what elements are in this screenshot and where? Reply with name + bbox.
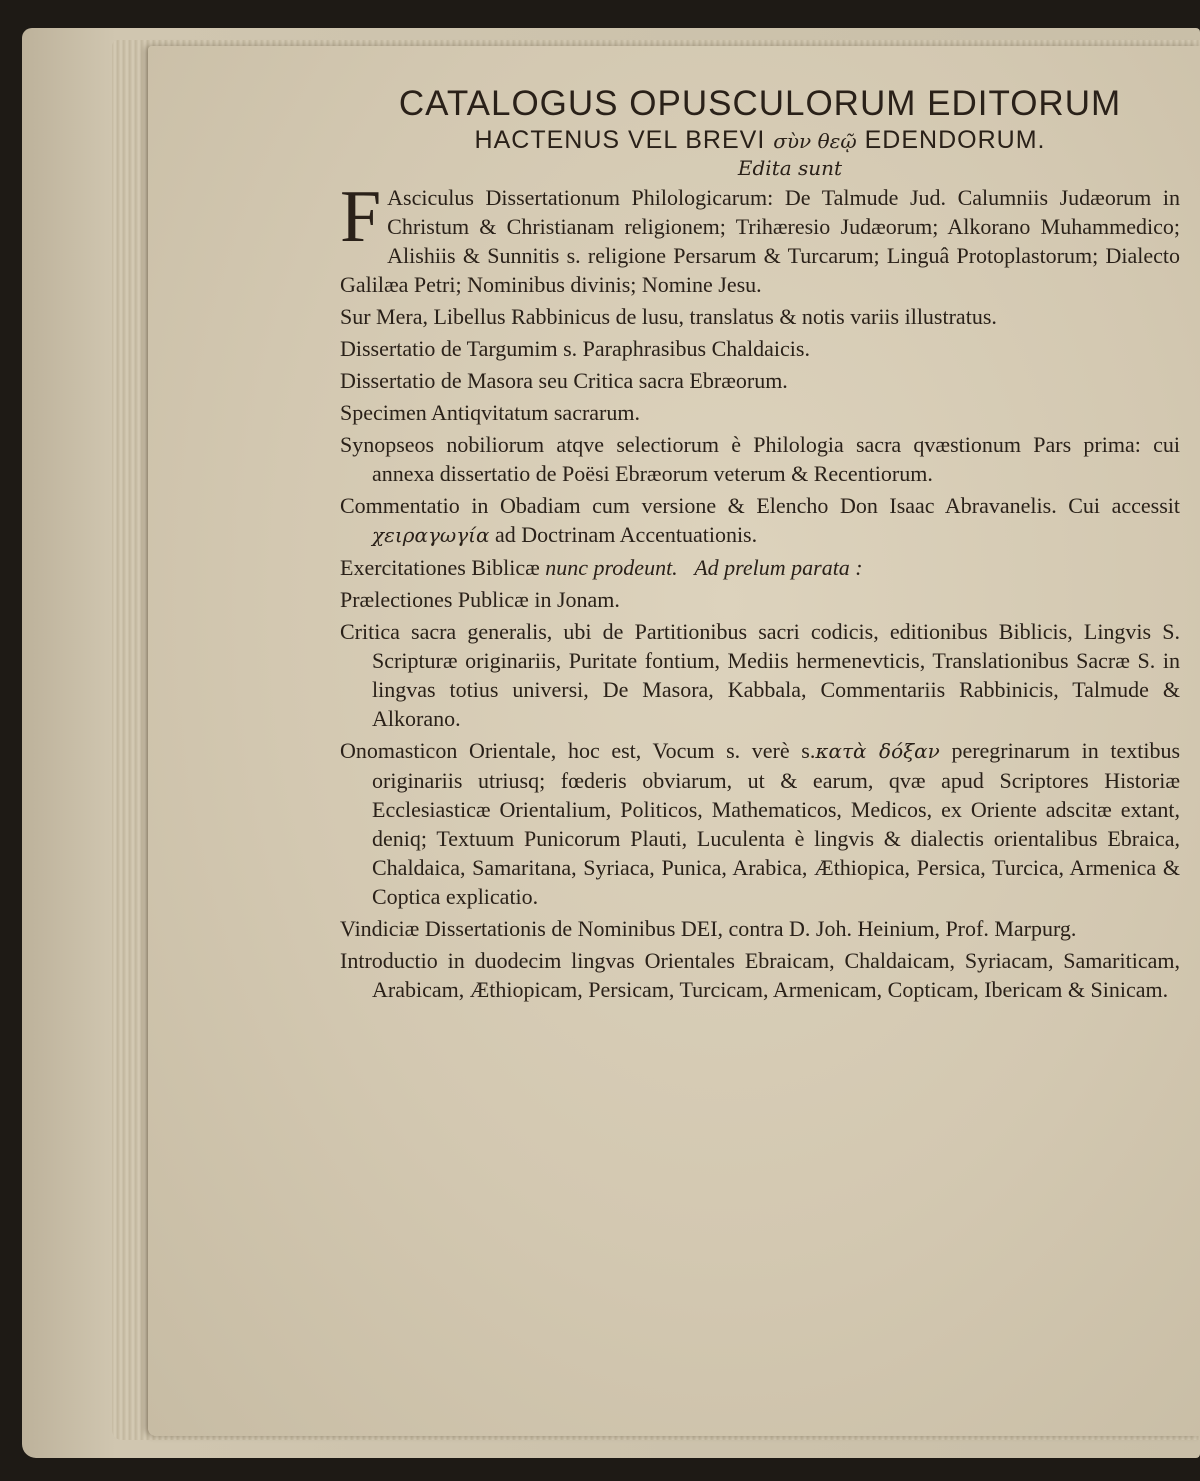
entry-13: Introductio in duodecim lingvas Orientales Ebraicam, Chaldaicam, Syriacam, Samariticam, Arabicam, Æthiopicam, Persicam, Turcicam, Armenicam, Copticam, Ibericam & Sinicam. [340, 948, 1180, 1002]
entry-10: Critica sacra generalis, ubi de Partitionibus sacri codicis, editionibus Biblicis, Lingvis S. Scripturæ originariis, Puritate fontium, Mediis hermenevticis, Translationibus Sacræ S. in lingvas totius universi, De Masora, Kabbala, Commentariis Rabbinicis, Talmude & Alkorano. [340, 619, 1180, 731]
entry-11 [340, 736, 1180, 911]
entries-list [340, 176, 1181, 1004]
entry-1-text: Asciculus Dissertationum Philologicarum: De Talmude Jud. Calumniis Judæorum in Christum & Christianam religionem; Trihæresio Judæorum; Alkorano Muhammedico; Alishiis & Sunnitis s. religione Persarum & Turcarum; Linguâ Protoplastorum; Dialecto Galilæa Petri; Nominibus divinis; Nomine Jesu. [340, 185, 1180, 297]
entry-6: Synopseos nobiliorum atqve selectiorum è Philologia sacra qvæstionum Pars prima: cui annexa dissertatio de Poësi Ebræorum veterum & Recentiorum. [340, 432, 1180, 486]
entry-2: Sur Mera, Libellus Rabbinicus de lusu, translatus & notis variis illustratus. [340, 304, 997, 329]
title-line-2-post: EDENDORUM. [864, 126, 1046, 154]
entry-7-greek: χειραγωγία [372, 523, 490, 547]
section-subtitle: Edita sunt [737, 156, 843, 180]
entry-8 [340, 553, 1180, 582]
entry-7-pre: Commentatio in Obadiam cum versione & Elencho Don Isaac Abravanelis. Cui accessit [340, 493, 1180, 518]
entry-8-pre: Exercitationes Biblicæ [340, 555, 540, 580]
catalog-text [340, 84, 1180, 1007]
entry-11-post: peregrinarum in textibus originariis utriusq; fœderis obviarum, ut & earum, qvæ apud Scriptores Historiæ Ecclesiasticæ Orientalium, Politicos, Mathematicos, Medicos, ex Oriente adscitæ extant, deniq; Textuum Punicorum Plauti, Luculenta è lingvis & dialectis orientalibus Ebraica, Chaldaica, Samaritana, Syriaca, Punica, Arabica, Æthiopica, Persica, Turcica, Armenica & Coptica explicatio. [372, 738, 1181, 909]
entry-1 [340, 176, 1180, 299]
entry-5: Specimen Antiqvitatum sacrarum. [340, 400, 640, 425]
entry-11-pre: Onomasticon Orientale, hoc est, Vocum s. verè s. [340, 738, 816, 763]
entry-3: Dissertatio de Targumim s. Paraphrasibus Chaldaicis. [340, 336, 810, 361]
entry-7 [340, 491, 1180, 550]
entry-4: Dissertatio de Masora seu Critica sacra Ebræorum. [340, 368, 788, 393]
title-line-2 [340, 124, 1180, 157]
entry-8-ital-1: nunc prodeunt. [545, 555, 678, 580]
title-greek: σὺν θεῷ [773, 129, 857, 153]
entry-8-ital-2: Ad prelum parata : [694, 555, 863, 580]
entry-7-post: ad Doctrinam Accentuationis. [495, 522, 758, 547]
entry-9: Prælectiones Publicæ in Jonam. [340, 587, 620, 612]
title-line-2-pre: HACTENUS VEL BREVI [474, 126, 766, 154]
title-line-1: CATALOGUS OPUSCULORUM EDITORUM [398, 84, 1122, 123]
drop-cap: F [340, 176, 382, 258]
entry-11-greek: κατὰ δόξαν [815, 739, 940, 763]
entry-12: Vindiciæ Dissertationis de Nominibus DEI, contra D. Joh. Heinium, Prof. Marpurg. [340, 916, 1077, 941]
